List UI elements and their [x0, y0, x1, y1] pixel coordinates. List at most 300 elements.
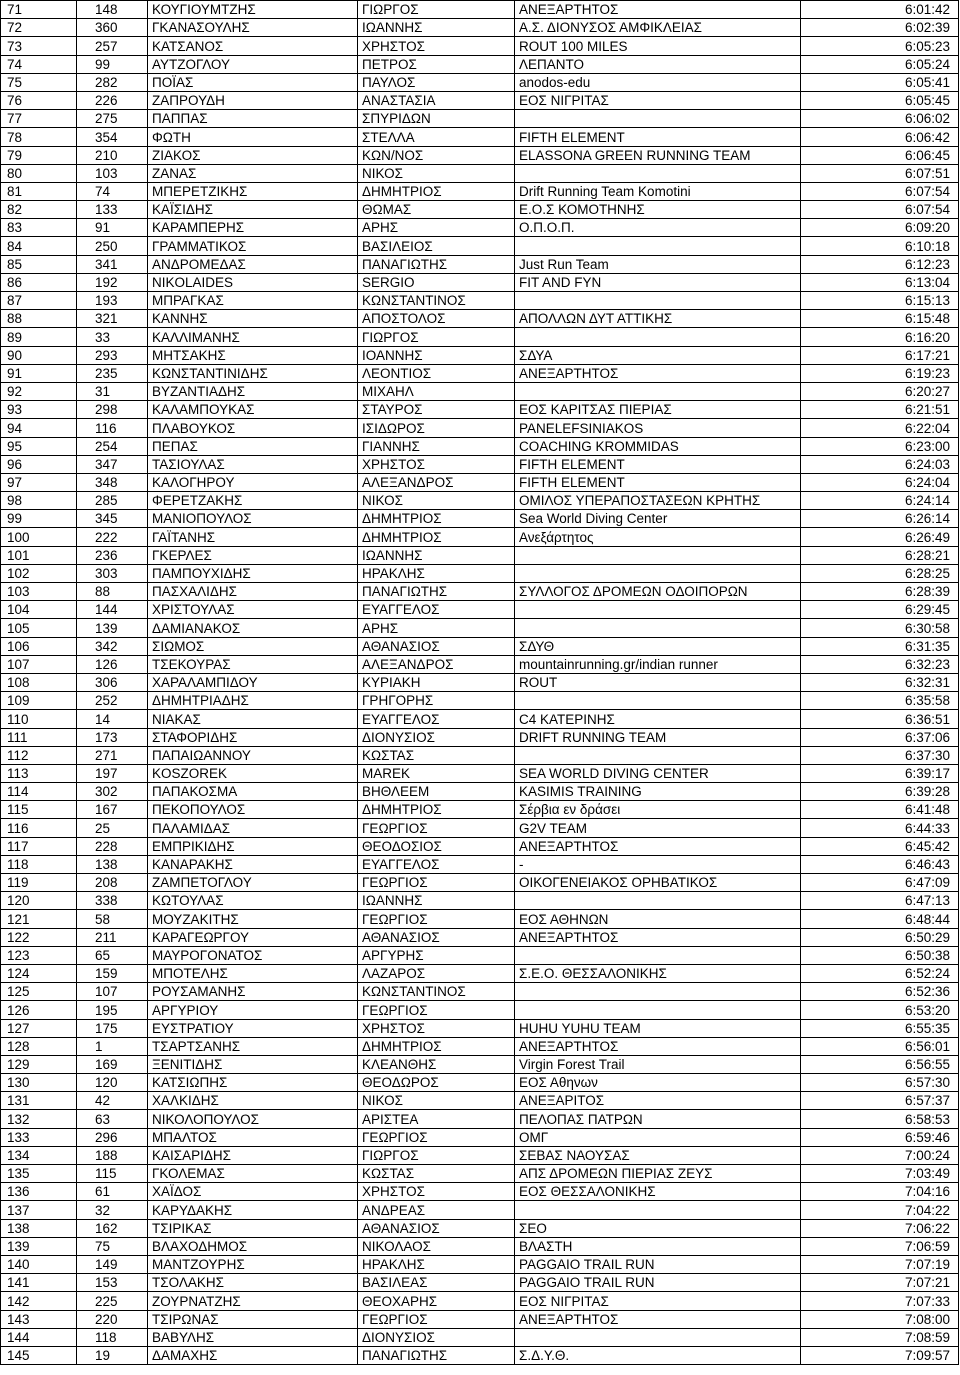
table-row [1, 819, 959, 837]
firstname-cell: ΚΛΕΑΝΘΗΣ [358, 1055, 515, 1073]
surname-cell: ΠΑΛΑΜΙΔΑΣ [148, 819, 358, 837]
firstname-cell: ΑΠΟΣΤΟΛΟΣ [358, 310, 515, 328]
table-row [1, 783, 959, 801]
table-row [1, 764, 959, 782]
table-row [1, 510, 959, 528]
bib-cell: 226 [77, 91, 148, 109]
firstname-cell: ΠΑΥΛΟΣ [358, 73, 515, 91]
rank-cell: 117 [1, 837, 77, 855]
table-row [1, 55, 959, 73]
club-cell [515, 983, 801, 1001]
rank-cell: 101 [1, 546, 77, 564]
club-cell: Σ.Δ.Υ.Θ. [515, 1346, 801, 1364]
club-cell: ΟΜΙΛΟΣ ΥΠΕΡΑΠΟΣΤΑΣΕΩΝ ΚΡΗΤΗΣ [515, 492, 801, 510]
firstname-cell: ΘΕΟΔΟΣΙΟΣ [358, 837, 515, 855]
bib-cell: 348 [77, 473, 148, 491]
firstname-cell: ΣΤΕΛΛΑ [358, 128, 515, 146]
firstname-cell: ΓΕΩΡΓΙΟΣ [358, 910, 515, 928]
rank-cell: 124 [1, 964, 77, 982]
table-row [1, 364, 959, 382]
time-cell: 6:57:37 [801, 1092, 959, 1110]
time-cell: 6:05:41 [801, 73, 959, 91]
club-cell: ΑΠΟΛΛΩΝ ΔΥΤ ΑΤΤΙΚΗΣ [515, 310, 801, 328]
firstname-cell: ΓΕΩΡΓΙΟΣ [358, 874, 515, 892]
rank-cell: 137 [1, 1201, 77, 1219]
rank-cell: 91 [1, 364, 77, 382]
bib-cell: 192 [77, 273, 148, 291]
table-row [1, 182, 959, 200]
firstname-cell: ΑΡΓΥΡΗΣ [358, 946, 515, 964]
club-cell: Just Run Team [515, 255, 801, 273]
club-cell: mountainrunning.gr/indian runner [515, 655, 801, 673]
surname-cell: ΜΠΑΛΤΟΣ [148, 1128, 358, 1146]
firstname-cell: ΘΕΟΔΩΡΟΣ [358, 1074, 515, 1092]
surname-cell: ΠΟΪΑΣ [148, 73, 358, 91]
rank-cell: 81 [1, 182, 77, 200]
firstname-cell: ΑΘΑΝΑΣΙΟΣ [358, 637, 515, 655]
time-cell: 6:56:55 [801, 1055, 959, 1073]
surname-cell: ΒΑΒΥΛΗΣ [148, 1328, 358, 1346]
club-cell: ΣΔΥΘ [515, 637, 801, 655]
surname-cell: ΕΥΣΤΡΑΤΙΟΥ [148, 1019, 358, 1037]
surname-cell: ΧΑΪΔΟΣ [148, 1183, 358, 1201]
table-row [1, 528, 959, 546]
club-cell: ΑΝΕΞΑΡΤΗΤΟΣ [515, 837, 801, 855]
firstname-cell: ΕΥΑΓΓΕΛΟΣ [358, 855, 515, 873]
surname-cell: NIKOLAIDES [148, 273, 358, 291]
time-cell: 7:06:22 [801, 1219, 959, 1237]
club-cell [515, 110, 801, 128]
rank-cell: 122 [1, 928, 77, 946]
surname-cell: ΤΣΙΡΩΝΑΣ [148, 1310, 358, 1328]
time-cell: 6:47:13 [801, 892, 959, 910]
club-cell: HUHU YUHU TEAM [515, 1019, 801, 1037]
bib-cell: 282 [77, 73, 148, 91]
time-cell: 6:37:30 [801, 746, 959, 764]
bib-cell: 61 [77, 1183, 148, 1201]
club-cell: Σ.Ε.Ο. ΘΕΣΣΑΛΟΝΙΚΗΣ [515, 964, 801, 982]
club-cell: ΕΟΣ ΑΘΗΝΩΝ [515, 910, 801, 928]
table-row [1, 1055, 959, 1073]
surname-cell: ΒΥΖΑΝΤΙΑΔΗΣ [148, 382, 358, 400]
surname-cell: ΕΜΠΡΙΚΙΔΗΣ [148, 837, 358, 855]
surname-cell: ΜΠΟΤΕΛΗΣ [148, 964, 358, 982]
club-cell: Ο.Π.Ο.Π. [515, 219, 801, 237]
bib-cell: 338 [77, 892, 148, 910]
bib-cell: 32 [77, 1201, 148, 1219]
time-cell: 6:57:30 [801, 1074, 959, 1092]
table-row [1, 1201, 959, 1219]
rank-cell: 105 [1, 619, 77, 637]
firstname-cell: ΠΕΤΡΟΣ [358, 55, 515, 73]
surname-cell: ΚΑΡΑΓΕΩΡΓΟΥ [148, 928, 358, 946]
rank-cell: 98 [1, 492, 77, 510]
bib-cell: 188 [77, 1146, 148, 1164]
rank-cell: 125 [1, 983, 77, 1001]
club-cell: FIFTH ELEMENT [515, 473, 801, 491]
rank-cell: 80 [1, 164, 77, 182]
time-cell: 6:59:46 [801, 1128, 959, 1146]
time-cell: 6:26:49 [801, 528, 959, 546]
table-row [1, 1001, 959, 1019]
club-cell: PANELEFSINIAKOS [515, 419, 801, 437]
firstname-cell: ΝΙΚΟΣ [358, 164, 515, 182]
rank-cell: 142 [1, 1292, 77, 1310]
club-cell: KASIMIS TRAINING [515, 783, 801, 801]
surname-cell: ΔΑΜΑΧΗΣ [148, 1346, 358, 1364]
club-cell [515, 292, 801, 310]
rank-cell: 107 [1, 655, 77, 673]
bib-cell: 345 [77, 510, 148, 528]
table-row [1, 146, 959, 164]
bib-cell: 197 [77, 764, 148, 782]
firstname-cell: SERGIO [358, 273, 515, 291]
table-row [1, 128, 959, 146]
rank-cell: 92 [1, 382, 77, 400]
club-cell: ROUT [515, 673, 801, 691]
firstname-cell: ΘΕΟΧΑΡΗΣ [358, 1292, 515, 1310]
club-cell: ELASSONA GREEN RUNNING TEAM [515, 146, 801, 164]
firstname-cell: ΓΕΩΡΓΙΟΣ [358, 1128, 515, 1146]
rank-cell: 72 [1, 19, 77, 37]
table-row [1, 837, 959, 855]
surname-cell: ΦΩΤΗ [148, 128, 358, 146]
firstname-cell: ΠΑΝΑΓΙΩΤΗΣ [358, 1346, 515, 1364]
rank-cell: 129 [1, 1055, 77, 1073]
rank-cell: 114 [1, 783, 77, 801]
surname-cell: ΝΙΑΚΑΣ [148, 710, 358, 728]
table-row [1, 1328, 959, 1346]
table-row [1, 1037, 959, 1055]
firstname-cell: MAREK [358, 764, 515, 782]
time-cell: 6:20:27 [801, 382, 959, 400]
rank-cell: 118 [1, 855, 77, 873]
bib-cell: 275 [77, 110, 148, 128]
table-row [1, 73, 959, 91]
time-cell: 7:09:57 [801, 1346, 959, 1364]
bib-cell: 139 [77, 619, 148, 637]
table-row [1, 874, 959, 892]
club-cell: C4 ΚΑΤΕΡΙΝΗΣ [515, 710, 801, 728]
time-cell: 6:50:29 [801, 928, 959, 946]
bib-cell: 303 [77, 564, 148, 582]
firstname-cell: ΔΙΟΝΥΣΙΟΣ [358, 1328, 515, 1346]
surname-cell: ΚΩΝΣΤΑΝΤΙΝΙΔΗΣ [148, 364, 358, 382]
bib-cell: 167 [77, 801, 148, 819]
bib-cell: 126 [77, 655, 148, 673]
time-cell: 6:01:42 [801, 1, 959, 19]
time-cell: 7:06:59 [801, 1237, 959, 1255]
surname-cell: ΚΑΝΝΗΣ [148, 310, 358, 328]
firstname-cell: ΘΩΜΑΣ [358, 201, 515, 219]
club-cell: ΕΟΣ ΝΙΓΡΙΤΑΣ [515, 1292, 801, 1310]
firstname-cell: ΚΩΣΤΑΣ [358, 746, 515, 764]
firstname-cell: ΛΑΖΑΡΟΣ [358, 964, 515, 982]
surname-cell: ΚΑΙΣΑΡΙΔΗΣ [148, 1146, 358, 1164]
club-cell: ΣΕΟ [515, 1219, 801, 1237]
club-cell [515, 237, 801, 255]
time-cell: 6:32:31 [801, 673, 959, 691]
surname-cell: ΜΠΡΑΓΚΑΣ [148, 292, 358, 310]
bib-cell: 257 [77, 37, 148, 55]
surname-cell: ΚΟΥΓΙΟΥΜΤΖΗΣ [148, 1, 358, 19]
table-row [1, 964, 959, 982]
bib-cell: 354 [77, 128, 148, 146]
club-cell: Sea World Diving Center [515, 510, 801, 528]
surname-cell: ΚΑΪΣΙΔΗΣ [148, 201, 358, 219]
table-row [1, 255, 959, 273]
firstname-cell: ΓΕΩΡΓΙΟΣ [358, 1310, 515, 1328]
bib-cell: 14 [77, 710, 148, 728]
bib-cell: 169 [77, 1055, 148, 1073]
time-cell: 6:28:39 [801, 583, 959, 601]
rank-cell: 127 [1, 1019, 77, 1037]
surname-cell: ΚΑΡΑΜΠΕΡΗΣ [148, 219, 358, 237]
time-cell: 6:15:13 [801, 292, 959, 310]
time-cell: 6:17:21 [801, 346, 959, 364]
bib-cell: 107 [77, 983, 148, 1001]
table-row [1, 382, 959, 400]
bib-cell: 220 [77, 1310, 148, 1328]
club-cell: ΛΕΠΑΝΤΟ [515, 55, 801, 73]
bib-cell: 235 [77, 364, 148, 382]
time-cell: 7:04:22 [801, 1201, 959, 1219]
rank-cell: 96 [1, 455, 77, 473]
firstname-cell: ΕΥΑΓΓΕΛΟΣ [358, 710, 515, 728]
surname-cell: ΔΗΜΗΤΡΙΑΔΗΣ [148, 692, 358, 710]
table-row [1, 37, 959, 55]
table-row [1, 564, 959, 582]
bib-cell: 225 [77, 1292, 148, 1310]
table-row [1, 473, 959, 491]
rank-cell: 109 [1, 692, 77, 710]
time-cell: 6:28:21 [801, 546, 959, 564]
firstname-cell: ΔΙΟΝΥΣΙΟΣ [358, 728, 515, 746]
firstname-cell: ΓΙΩΡΓΟΣ [358, 328, 515, 346]
club-cell: ΣΥΛΛΟΓΟΣ ΔΡΟΜΕΩΝ ΟΔΟΙΠΟΡΩΝ [515, 583, 801, 601]
table-row [1, 310, 959, 328]
table-row [1, 801, 959, 819]
time-cell: 7:00:24 [801, 1146, 959, 1164]
time-cell: 6:28:25 [801, 564, 959, 582]
surname-cell: ΣΤΑΦΟΡΙΔΗΣ [148, 728, 358, 746]
surname-cell: ΖΑΠΡΟΥΔΗ [148, 91, 358, 109]
rank-cell: 78 [1, 128, 77, 146]
surname-cell: ΤΑΣΙΟΥΛΑΣ [148, 455, 358, 473]
firstname-cell: ΑΡΙΣΤΕΑ [358, 1110, 515, 1128]
rank-cell: 116 [1, 819, 77, 837]
rank-cell: 95 [1, 437, 77, 455]
firstname-cell: ΠΑΝΑΓΙΩΤΗΣ [358, 583, 515, 601]
time-cell: 6:32:23 [801, 655, 959, 673]
firstname-cell: ΙΩΑΝΝΗΣ [358, 19, 515, 37]
time-cell: 6:35:58 [801, 692, 959, 710]
surname-cell: ΜΑΝΤΖΟΥΡΗΣ [148, 1255, 358, 1273]
surname-cell: KOSZOREK [148, 764, 358, 782]
surname-cell: ΜΗΤΣΑΚΗΣ [148, 346, 358, 364]
rank-cell: 104 [1, 601, 77, 619]
time-cell: 6:05:24 [801, 55, 959, 73]
table-row [1, 692, 959, 710]
rank-cell: 74 [1, 55, 77, 73]
club-cell: ΕΟΣ ΘΕΣΣΑΛΟΝΙΚΗΣ [515, 1183, 801, 1201]
club-cell: Drift Running Team Komotini [515, 182, 801, 200]
table-row [1, 1292, 959, 1310]
time-cell: 6:37:06 [801, 728, 959, 746]
time-cell: 6:26:14 [801, 510, 959, 528]
club-cell: FIFTH ELEMENT [515, 128, 801, 146]
time-cell: 6:50:38 [801, 946, 959, 964]
firstname-cell: ΧΡΗΣΤΟΣ [358, 37, 515, 55]
bib-cell: 88 [77, 583, 148, 601]
time-cell: 7:07:21 [801, 1274, 959, 1292]
rank-cell: 99 [1, 510, 77, 528]
surname-cell: ΚΑΤΣΑΝΟΣ [148, 37, 358, 55]
time-cell: 6:53:20 [801, 1001, 959, 1019]
firstname-cell: ΑΝΑΣΤΑΣΙΑ [358, 91, 515, 109]
surname-cell: ΠΕΚΟΠΟΥΛΟΣ [148, 801, 358, 819]
table-row [1, 710, 959, 728]
time-cell: 6:10:18 [801, 237, 959, 255]
firstname-cell: ΔΗΜΗΤΡΙΟΣ [358, 182, 515, 200]
table-row [1, 655, 959, 673]
club-cell [515, 692, 801, 710]
firstname-cell: ΑΛΕΞΑΝΔΡΟΣ [358, 473, 515, 491]
time-cell: 6:06:02 [801, 110, 959, 128]
bib-cell: 342 [77, 637, 148, 655]
time-cell: 6:52:24 [801, 964, 959, 982]
club-cell: ΑΝΕΞΑΡΤΗΤΟΣ [515, 928, 801, 946]
rank-cell: 84 [1, 237, 77, 255]
surname-cell: ΜΑΥΡΟΓΟΝΑΤΟΣ [148, 946, 358, 964]
time-cell: 6:05:45 [801, 91, 959, 109]
bib-cell: 33 [77, 328, 148, 346]
rank-cell: 102 [1, 564, 77, 582]
surname-cell: ΧΑΛΚΙΔΗΣ [148, 1092, 358, 1110]
rank-cell: 119 [1, 874, 77, 892]
table-row [1, 1183, 959, 1201]
table-row [1, 1074, 959, 1092]
club-cell: FIFTH ELEMENT [515, 455, 801, 473]
rank-cell: 71 [1, 1, 77, 19]
time-cell: 6:24:03 [801, 455, 959, 473]
rank-cell: 77 [1, 110, 77, 128]
rank-cell: 120 [1, 892, 77, 910]
bib-cell: 250 [77, 237, 148, 255]
table-row [1, 346, 959, 364]
time-cell: 6:36:51 [801, 710, 959, 728]
rank-cell: 130 [1, 1074, 77, 1092]
surname-cell: ΓΑΪΤΑΝΗΣ [148, 528, 358, 546]
table-row [1, 164, 959, 182]
club-cell: FIT AND FYN [515, 273, 801, 291]
bib-cell: 195 [77, 1001, 148, 1019]
club-cell: ΑΝΕΞΑΡΤΗΤΟΣ [515, 1037, 801, 1055]
time-cell: 7:07:33 [801, 1292, 959, 1310]
bib-cell: 293 [77, 346, 148, 364]
club-cell: ROUT 100 MILES [515, 37, 801, 55]
bib-cell: 252 [77, 692, 148, 710]
rank-cell: 87 [1, 292, 77, 310]
time-cell: 6:46:43 [801, 855, 959, 873]
rank-cell: 82 [1, 201, 77, 219]
rank-cell: 108 [1, 673, 77, 691]
time-cell: 6:23:00 [801, 437, 959, 455]
time-cell: 7:03:49 [801, 1165, 959, 1183]
time-cell: 6:39:17 [801, 764, 959, 782]
rank-cell: 79 [1, 146, 77, 164]
firstname-cell: ΓΙΩΡΓΟΣ [358, 1146, 515, 1164]
bib-cell: 148 [77, 1, 148, 19]
bib-cell: 42 [77, 1092, 148, 1110]
bib-cell: 306 [77, 673, 148, 691]
time-cell: 6:29:45 [801, 601, 959, 619]
club-cell: Α.Σ. ΔΙΟΝΥΣΟΣ ΑΜΦΙΚΛΕΙΑΣ [515, 19, 801, 37]
surname-cell: ΚΩΤΟΥΛΑΣ [148, 892, 358, 910]
bib-cell: 120 [77, 1074, 148, 1092]
time-cell: 6:31:35 [801, 637, 959, 655]
bib-cell: 144 [77, 601, 148, 619]
table-row [1, 1237, 959, 1255]
surname-cell: ΠΑΠΑΙΩΑΝΝΟΥ [148, 746, 358, 764]
rank-cell: 112 [1, 746, 77, 764]
rank-cell: 136 [1, 1183, 77, 1201]
club-cell: ΟΙΚΟΓΕΝΕΙΑΚΟΣ ΟΡΗΒΑΤΙΚΟΣ [515, 874, 801, 892]
surname-cell: ΓΡΑΜΜΑΤΙΚΟΣ [148, 237, 358, 255]
bib-cell: 133 [77, 201, 148, 219]
firstname-cell: ΔΗΜΗΤΡΙΟΣ [358, 801, 515, 819]
firstname-cell: ΧΡΗΣΤΟΣ [358, 1019, 515, 1037]
firstname-cell: ΗΡΑΚΛΗΣ [358, 1255, 515, 1273]
club-cell: ΕΟΣ ΚΑΡΙΤΣΑΣ ΠΙΕΡΙΑΣ [515, 401, 801, 419]
surname-cell: ΚΑΤΣΙΩΠΗΣ [148, 1074, 358, 1092]
firstname-cell: ΒΗΘΛΕΕΜ [358, 783, 515, 801]
bib-cell: 74 [77, 182, 148, 200]
rank-cell: 86 [1, 273, 77, 291]
rank-cell: 135 [1, 1165, 77, 1183]
firstname-cell: ΛΕΟΝΤΙΟΣ [358, 364, 515, 382]
bib-cell: 296 [77, 1128, 148, 1146]
bib-cell: 173 [77, 728, 148, 746]
firstname-cell: ΝΙΚΟΛΑΟΣ [358, 1237, 515, 1255]
surname-cell: ΖΟΥΡΝΑΤΖΗΣ [148, 1292, 358, 1310]
club-cell: Ανεξάρτητος [515, 528, 801, 546]
rank-cell: 134 [1, 1146, 77, 1164]
firstname-cell: ΕΥΑΓΓΕΛΟΣ [358, 601, 515, 619]
surname-cell: ΓΚΟΛΕΜΑΣ [148, 1165, 358, 1183]
firstname-cell: ΔΗΜΗΤΡΙΟΣ [358, 1037, 515, 1055]
table-row [1, 292, 959, 310]
firstname-cell: ΣΤΑΥΡΟΣ [358, 401, 515, 419]
firstname-cell: ΚΩΝΣΤΑΝΤΙΝΟΣ [358, 292, 515, 310]
time-cell: 6:05:23 [801, 37, 959, 55]
club-cell [515, 1201, 801, 1219]
surname-cell: ΤΣΕΚΟΥΡΑΣ [148, 655, 358, 673]
bib-cell: 118 [77, 1328, 148, 1346]
time-cell: 6:02:39 [801, 19, 959, 37]
rank-cell: 73 [1, 37, 77, 55]
bib-cell: 341 [77, 255, 148, 273]
rank-cell: 115 [1, 801, 77, 819]
bib-cell: 138 [77, 855, 148, 873]
bib-cell: 360 [77, 19, 148, 37]
club-cell: - [515, 855, 801, 873]
table-row [1, 1146, 959, 1164]
bib-cell: 222 [77, 528, 148, 546]
surname-cell: ΧΑΡΑΛΑΜΠΙΔΟΥ [148, 673, 358, 691]
club-cell [515, 328, 801, 346]
club-cell: ΣΔΥΑ [515, 346, 801, 364]
